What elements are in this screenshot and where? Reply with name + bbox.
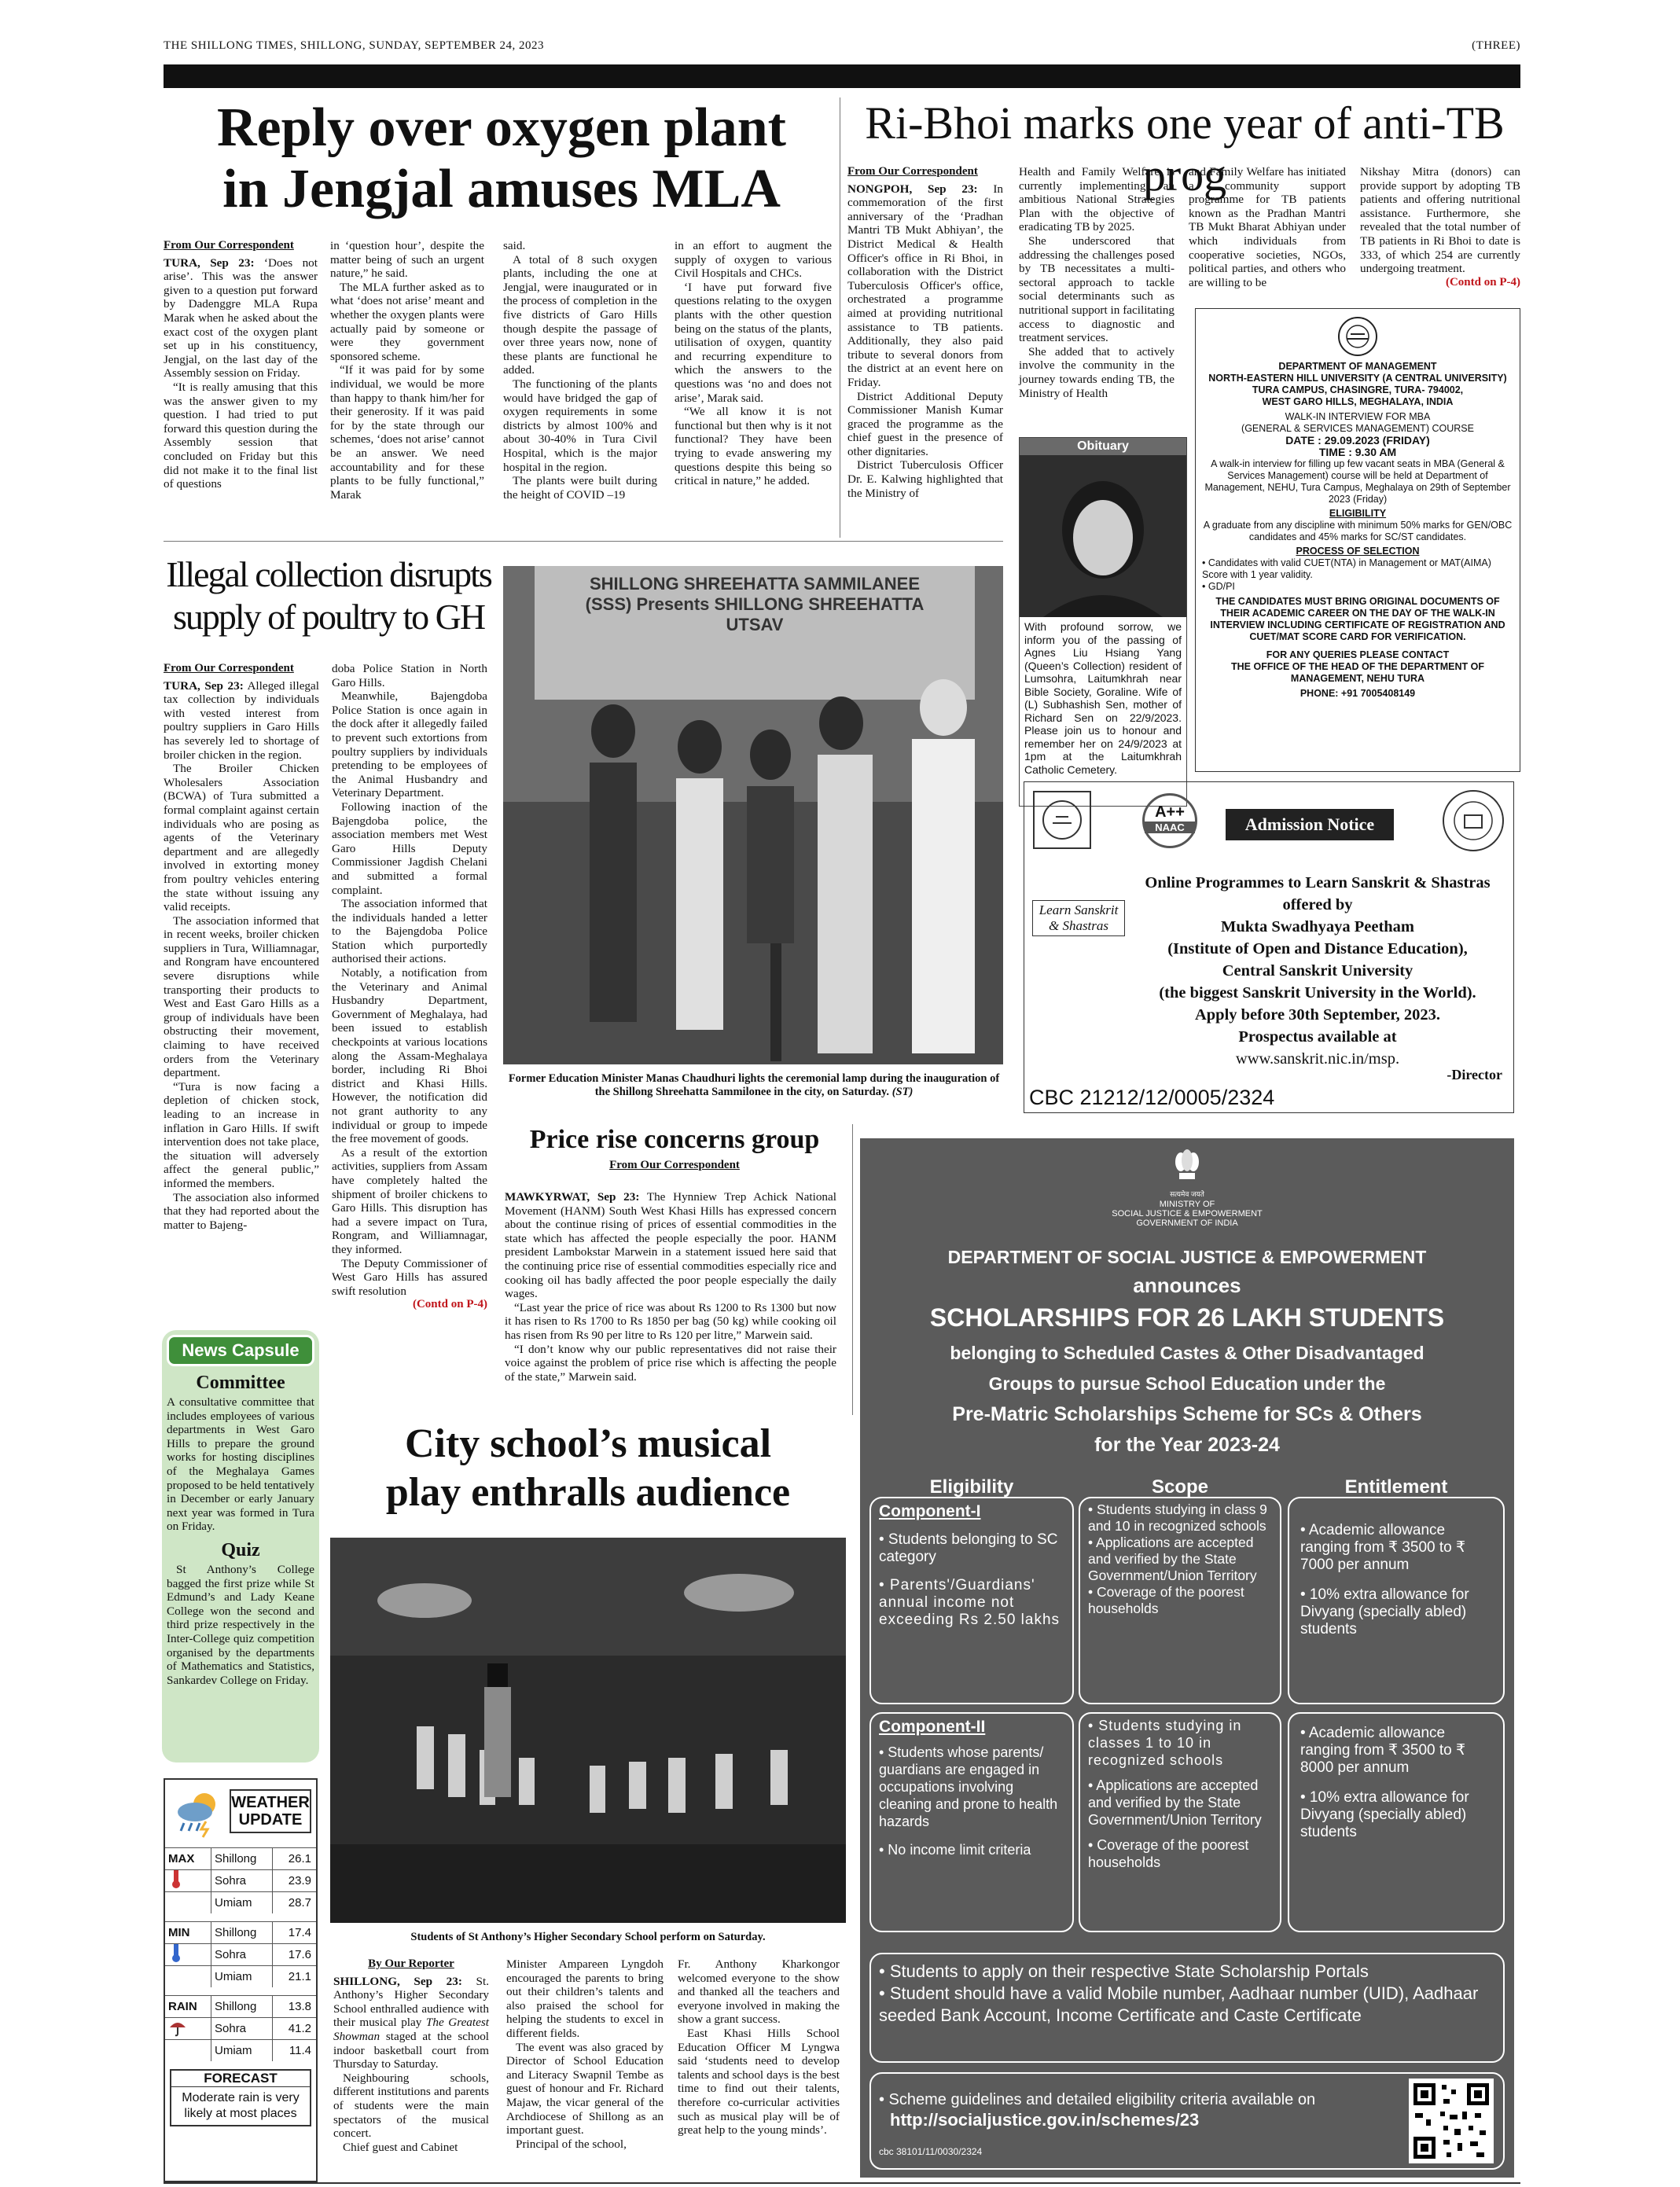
price-body bbox=[505, 1190, 836, 1384]
weather-city: Sohra bbox=[211, 1944, 272, 1965]
tb-para: She underscored that addressing the challenges posed by TB necessitates a multi-sectoral approach to tackle social determinants such as nutritional support in facilitating access to diagnostic and treatment services. bbox=[1019, 233, 1175, 345]
oxygen-col-4 bbox=[675, 239, 832, 488]
weather-city: Umiam bbox=[211, 1966, 272, 1987]
poultry-para: Alleged illegal tax collection by individuals with vested interest from poultry suppliers in Garo Hills has severely led to shortage of broiler chicken in the region. bbox=[164, 678, 319, 762]
oxygen-para: The plants were built during the height of COVID –19 bbox=[503, 474, 657, 502]
sanskrit-body bbox=[1127, 872, 1509, 1070]
news-capsule bbox=[162, 1330, 319, 1762]
oxygen-para: The MLA further asked as to what ‘does not arise’ meant and whether the oxygen plants were actually paid by someone or were they government sponsored scheme. bbox=[330, 280, 484, 363]
oxygen-byline: From Our Correspondent bbox=[164, 239, 294, 252]
school-play-title: The Greatest Showman bbox=[333, 2016, 489, 2043]
govt-sub-line: Pre-Matric Scholarships Scheme for SCs & Others bbox=[952, 1403, 1422, 1425]
sanskrit-sign: -Director bbox=[1447, 1067, 1502, 1082]
nehu-walkin: WALK-IN INTERVIEW FOR MBA bbox=[1285, 411, 1431, 422]
poultry-para: Meanwhile, Bajengdoba Police Station is once again in the dock after it allegedly failed to prevent such extortions from poultry suppliers by individuals pretending to be employees of the Animal Husbandry and Veterinary Department. bbox=[332, 689, 487, 800]
school-byline: By Our Reporter bbox=[368, 1957, 454, 1970]
admission-badge: Admission Notice bbox=[1226, 809, 1394, 840]
govt-headline: SCHOLARSHIPS FOR 26 LAKH STUDENTS bbox=[929, 1303, 1445, 1332]
weather-value: 13.8 bbox=[272, 1996, 316, 2017]
poultry-para: The association informed that the individuals handed a letter to the Bajengdoba Police Station which purportedly authorised their actions. bbox=[332, 897, 487, 966]
weather-city: Sohra bbox=[211, 2018, 272, 2039]
capsule-h1: Committee bbox=[196, 1373, 285, 1393]
price-para: “Last year the price of rice was about Rs 1200 to Rs 1300 but now it has risen to Rs 1700 to Rs 1850 per bag (50 kg) while cooking oil has risen from Rs 90 per litre to Rs 120 per litre,” Marwein said. bbox=[505, 1300, 836, 1342]
poultry-para: Following inaction of the Bajengdoba police, the association members met West Garo Hills Deputy Commissioner Jagdish Chelani and submitted a formal complaint. bbox=[332, 799, 487, 897]
lamp-lighting-photo bbox=[503, 566, 1003, 1064]
sanskrit-code: CBC 21212/12/0005/2324 bbox=[1029, 1086, 1275, 1109]
nehu-elig-title: ELIGIBILITY bbox=[1329, 508, 1387, 519]
masthead-line: THE SHILLONG TIMES, SHILLONG, SUNDAY, SEPTEMBER 24, 2023 bbox=[164, 39, 544, 52]
nehu-phone: PHONE: +91 7005408149 bbox=[1300, 688, 1416, 699]
nehu-proc1: • Candidates with valid CUET(NTA) in Management or MAT(AIMA) Score with 1 year validity. bbox=[1202, 557, 1491, 580]
umbrella-icon bbox=[165, 2018, 211, 2040]
tb-para: Health and Family Welfare is currently implementing an ambitious National Strategies Plan with the objective of eradicating TB by 2025. bbox=[1019, 165, 1175, 234]
sanskrit-line: (Institute of Open and Distance Education), bbox=[1167, 940, 1468, 958]
section-rule bbox=[164, 541, 1003, 542]
weather-value: 28.7 bbox=[272, 1892, 316, 1913]
oxygen-para: in ‘question hour’, despite the matter being of such an urgent nature,” he said. bbox=[330, 239, 484, 281]
header-eligibility: Eligibility bbox=[929, 1476, 1014, 1498]
school-para: Chief guest and Cabinet bbox=[343, 2140, 458, 2154]
sanskrit-line: Online Programmes to Learn Sanskrit & Shastras bbox=[1145, 874, 1491, 891]
top-bar bbox=[164, 64, 1520, 88]
musical-play-photo bbox=[330, 1538, 846, 1923]
poultry-para: As a result of the extortion activities, suppliers from Assam have completely halted the shipment of broiler chickens to Garo Hills. This disruption has had a severe impact on Tura, Rongram, and Williamnagar, they informed. bbox=[332, 1145, 487, 1256]
caption-credit: (ST) bbox=[891, 1086, 914, 1098]
scope-item: • Students studying in classes 1 to 10 in recognized schools bbox=[1088, 1718, 1242, 1768]
poultry-para: “Tura is now facing a depletion of chicken stock, leading to an increase in inflation in Garo Hills. If swift intervention does not take place, the situation will adversely affect the general public,” informed the members. bbox=[164, 1079, 319, 1190]
poultry-para: The association also informed that they had reported about the matter to Bajeng- bbox=[164, 1190, 319, 1232]
column-rule bbox=[852, 1124, 853, 1415]
school-para: East Khasi Hills School Education Officer M Lyngwa said ‘students need to develop talents and school days is the best time to find out their talents, therefore co-curricular activities such as musical play will be of great help to the young minds’. bbox=[678, 2026, 840, 2137]
poultry-headline-line2: supply of poultry to GH bbox=[172, 597, 485, 637]
nehu-elig: A graduate from any discipline with minimum 50% marks for GEN/OBC candidates and 45% marks for SC/ST candidates. bbox=[1203, 520, 1513, 542]
govt-note: • Student should have a valid Mobile number, Aadhaar number (UID), Aadhaar seeded Bank Account, Income Certificate and Caste Certificate bbox=[879, 1983, 1479, 2025]
poultry-headline bbox=[164, 553, 494, 638]
oxygen-headline bbox=[164, 97, 840, 220]
weather-city: Umiam bbox=[211, 1892, 272, 1913]
caption-text: Former Education Minister Manas Chaudhuri lights the ceremonial lamp during the inauguration of the Shillong Shreehatta Sammilonee in the city, on Saturday. bbox=[508, 1072, 1000, 1098]
naac-badge bbox=[1142, 793, 1197, 848]
poultry-para: Notably, a notification from the Veterinary and Animal Husbandry Department, Government of Meghalaya, had been issued to establish checkpoints at various locations along the Assam-Meghalaya border, including Ri Bhoi district and Khasi Hills. However, the notification did not grant authority to any individual or group to impede the free movement of goods. bbox=[332, 966, 487, 1146]
school-para: St. Anthony’s Higher Secondary School enthralled audience with their musical play bbox=[333, 1974, 489, 2030]
tb-col-3 bbox=[1189, 165, 1346, 289]
thermometer-icon bbox=[165, 1870, 211, 1892]
national-emblem-icon bbox=[1171, 1145, 1203, 1189]
govt-sub-line: belonging to Scheduled Castes & Other Disadvantaged bbox=[950, 1343, 1425, 1363]
govt-table bbox=[869, 1476, 1505, 1948]
forecast-box bbox=[170, 2069, 311, 2126]
sanskrit-line: (the biggest Sanskrit University in the World). bbox=[1159, 984, 1476, 1002]
oxygen-para: ‘Does not arise’. This was the answer given to a question put forward by Dadenggre MLA Rupa Marak when he asked about the exact cost of the oxygen plant set up in his constituency, Jengjal, on the last day of the Assembly session on Friday. bbox=[164, 255, 318, 380]
weather-value: 17.4 bbox=[272, 1922, 316, 1943]
price-para: “I don’t know why our public representatives did not raise their voice against the problem of price rise which is affecting the people of the state,” Marwein said. bbox=[505, 1342, 836, 1384]
school-dateline: SHILLONG, Sep 23: bbox=[333, 1974, 462, 1988]
scope-cell-1 bbox=[1079, 1497, 1281, 1704]
nehu-date: DATE : 29.09.2023 (FRIDAY) bbox=[1285, 434, 1430, 447]
price-dateline: MAWKYRWAT, Sep 23: bbox=[505, 1190, 640, 1204]
elig-item: • Students belonging to SC category bbox=[879, 1531, 1058, 1565]
nehu-contact1: FOR ANY QUERIES PLEASE CONTACT bbox=[1266, 649, 1450, 660]
tb-para: and Family Welfare has initiated a community support programme for TB patients known as the Pradhan Mantri TB Mukt Bharat Abhiyan under which individuals from cooperative societies, NGOs, political parties, and others who are willing to be bbox=[1189, 165, 1346, 289]
ent-item: • 10% extra allowance for Divyang (specially abled) students bbox=[1300, 1586, 1469, 1637]
nehu-course: (GENERAL & SERVICES MANAGEMENT) COURSE bbox=[1241, 423, 1474, 434]
component-1-label: Component-I bbox=[879, 1502, 981, 1520]
weather-icon bbox=[170, 1784, 225, 1839]
school-para: The event was also graced by Director of School Education and Literacy Swapnil Tembe as guest of honour and Fr. Richard Majaw, the vicar general of the Archdiocese of Shillong as an important guest. bbox=[506, 2040, 664, 2137]
obituary-text: With profound sorrow, we inform you of the passing of Agnes Liu Hsiang Yang (Queen’s Collection) resident of Lumsohra, Laitumkhrah near Bible Society, Goraline. Wife of (L) Subhashish Sen, mother of Richard Sen on 22/9/2023. Please join us to honour and remember her on 24/9/2023 at 1pm at the Laitumkhrah Catholic Cemetery. bbox=[1024, 620, 1182, 776]
poultry-dateline: TURA, Sep 23: bbox=[164, 678, 244, 693]
weather-title-line1: WEATHER bbox=[231, 1794, 310, 1811]
nehu-logo-icon bbox=[1336, 315, 1379, 358]
school-para: Fr. Anthony Kharkongor welcomed everyone to the show and thanked all the teachers and everyone involved in making the show a grant success. bbox=[678, 1957, 840, 2027]
capsule-t2: St Anthony’s College bagged the first prize while St Edmund’s and Lady Keane College won the second and third prize respectively in the Inter-College quiz competition organised by the departments of Mathematics and Statistics, Sankardev College on Friday. bbox=[167, 1562, 314, 1687]
scholarship-ad bbox=[860, 1138, 1514, 2178]
scope-item: • Applications are accepted and verified by the State Government/Union Territory bbox=[1088, 1777, 1262, 1828]
emblem-motto: सत्यमेव जयते bbox=[1170, 1190, 1204, 1198]
poultry-para: The Broiler Chicken Wholesalers Association (BCWA) of Tura submitted a formal complaint against certain individuals who are posing as agents of the Veterinary department and are allegedly involved in extorting money from poultry vehicles entering the state without issuing any valid receipts. bbox=[164, 762, 319, 914]
elig-item: • Students whose parents/ guardians are engaged in occupations involving cleaning and prone to health hazards bbox=[879, 1744, 1058, 1829]
tb-col-4 bbox=[1360, 165, 1520, 289]
school-col-2 bbox=[506, 1957, 664, 2151]
university-seal-icon bbox=[1031, 788, 1094, 851]
ent-cell-1 bbox=[1288, 1497, 1505, 1704]
weather-city: Umiam bbox=[211, 2040, 272, 2061]
price-byline: From Our Correspondent bbox=[609, 1159, 740, 1171]
nehu-proc-title: PROCESS OF SELECTION bbox=[1296, 546, 1420, 557]
photo-banner-text: SHILLONG SHREEHATTA SAMMILANEE (SSS) Presents SHILLONG SHREEHATTA UTSAV bbox=[585, 574, 925, 634]
weather-title-line2: UPDATE bbox=[238, 1811, 303, 1829]
ent-item: • 10% extra allowance for Divyang (specially abled) students bbox=[1300, 1789, 1469, 1840]
capsule-t1: A consultative committee that includes employees of various departments in West Garo Hills to prepare the ground works for hosting disciplines of the Meghalaya Games proposed to be held tentatively in December or early January next year was formed in Tura on Friday. bbox=[167, 1395, 314, 1534]
govt-sub-line: for the Year 2023-24 bbox=[1094, 1434, 1280, 1456]
school-para: staged at the school indoor basketball court from Thursday to Saturday. bbox=[333, 2029, 490, 2071]
tb-col-1 bbox=[847, 165, 1003, 500]
weather-rain-label: RAIN bbox=[168, 2000, 197, 2013]
govt-code: cbc 38101/11/0030/2324 bbox=[879, 2146, 983, 2157]
lamp-lighting-image bbox=[503, 566, 1003, 1064]
tb-para: Nikshay Mitra (donors) can provide support by adopting TB patients and offering nutritional assistance. Furthermore, she revealed that the total number of TB patients in Ri Bhoi to date is 333, of which 254 are currently undergoing treatment. bbox=[1360, 165, 1520, 276]
oxygen-dateline: TURA, Sep 23: bbox=[164, 255, 255, 270]
news-capsule-badge: News Capsule bbox=[167, 1335, 314, 1366]
obituary-portrait bbox=[1020, 455, 1186, 617]
nehu-campus: TURA CAMPUS, CHASINGRE, TURA- 794002, bbox=[1252, 384, 1464, 395]
header-entitlement: Entitlement bbox=[1344, 1476, 1448, 1498]
weather-value: 41.2 bbox=[272, 2018, 316, 2039]
weather-value: 26.1 bbox=[272, 1848, 316, 1869]
bottom-rule bbox=[164, 2182, 1520, 2184]
guide-url: http://socialjustice.gov.in/schemes/23 bbox=[890, 2110, 1200, 2130]
tb-para: District Additional Deputy Commissioner Manish Kumar graced the programme as the chief guest in the presence of other dignitaries. bbox=[847, 389, 1003, 458]
oxygen-para: ‘I have put forward five questions relating to the oxygen plants with the other question being on the status of the plants, utilisation of oxygen, quantity and recurring expenditure to which the answers to the questions was ‘no and does not arise’, Marak said. bbox=[675, 280, 832, 405]
poultry-para: doba Police Station in North Garo Hills. bbox=[332, 662, 487, 689]
oxygen-para: The functioning of the plants would have bridged the gap of oxygen requirements in some districts by almost 100% and about 30-40% in Tura Civil Hospital, which is the major hospital in the region. bbox=[503, 377, 657, 474]
learn-sanskrit-tag: Learn Sanskrit & Shastras bbox=[1032, 900, 1125, 936]
poultry-headline-line1: Illegal collection disrupts bbox=[166, 554, 491, 594]
nehu-para: A walk-in interview for filling up few vacant seats in MBA (General & Services Management) course will be held at Department of Management, NEHU, Tura Campus, Meghalaya on 29th of September 2023 (Friday) bbox=[1204, 458, 1511, 505]
peetham-seal-icon bbox=[1439, 787, 1507, 855]
running-head bbox=[164, 39, 1520, 53]
oxygen-para: in an effort to augment the supply of oxygen to various Civil Hospitals and CHCs. bbox=[675, 239, 832, 281]
elig-cell-1 bbox=[869, 1497, 1074, 1704]
school-headline-line1: City school’s musical bbox=[404, 1421, 772, 1466]
scope-item: • Coverage of the poorest households bbox=[1088, 1584, 1244, 1616]
elig-item: • No income limit criteria bbox=[879, 1842, 1031, 1858]
guide-text: • Scheme guidelines and detailed eligibility criteria available on bbox=[879, 2091, 1316, 2108]
tb-para: She added that to actively involve the community in the journey towards ending TB, the Ministry of Health bbox=[1019, 344, 1175, 400]
school-headline bbox=[330, 1420, 846, 1517]
oxygen-col-2 bbox=[330, 239, 484, 502]
poultry-col-1 bbox=[164, 662, 319, 1232]
school-para: Principal of the school, bbox=[516, 2137, 627, 2151]
ministry-line: SOCIAL JUSTICE & EMPOWERMENT bbox=[1112, 1209, 1263, 1218]
tb-para: In commemoration of the first anniversary of the ‘Pradhan Mantri TB Mukt Abhiyan’, the District Medical & Health Officer's office in Ri Bhoi, in collaboration with the District Tuberculosis Officer's office, orchestrated a programme aimed at providing nutritional assistance to TB patients. Additionally, they also paid tribute to several donors from the district at an event here on Friday. bbox=[847, 182, 1003, 389]
nehu-district: WEST GARO HILLS, MEGHALAYA, INDIA bbox=[1262, 396, 1454, 407]
scope-item: • Applications are accepted and verified by the State Government/Union Territory bbox=[1088, 1535, 1257, 1583]
weather-value: 11.4 bbox=[272, 2040, 316, 2061]
sanskrit-line: offered by bbox=[1282, 896, 1353, 913]
poultry-para: The association informed that in recent weeks, broiler chicken suppliers in Tura, Williamnagar, and Rongram have encountered severe disruptions while transporting their products to West and East Garo Hills as a group of individuals have been obstructing their movement, claiming to have received orders from the Veterinary department. bbox=[164, 913, 319, 1080]
govt-sub-line: Groups to pursue School Education under the bbox=[988, 1373, 1386, 1394]
elig-item: • Parents'/Guardians' annual income not exceeding Rs 2.50 lakhs bbox=[879, 1577, 1061, 1628]
scope-item: • Coverage of the poorest households bbox=[1088, 1837, 1249, 1870]
school-para: Minister Ampareen Lyngdoh encouraged the parents to bring out their children’s talents and also praised the school for helping the students to excel in different fields. bbox=[506, 1957, 664, 2040]
oxygen-para: A total of 8 such oxygen plants, including the one at Jengjal, were inaugurated or in the process of completion in the five districts of Garo Hills though despite the passage of over three years now, none of these plants are functional he added. bbox=[503, 252, 657, 377]
weather-min-label: MIN bbox=[168, 1926, 190, 1939]
tb-contd: (Contd on P-4) bbox=[1445, 275, 1520, 289]
ministry-block bbox=[1069, 1200, 1305, 1228]
sanskrit-url: www.sanskrit.nic.in/msp. bbox=[1235, 1050, 1400, 1068]
nehu-univ: NORTH-EASTERN HILL UNIVERSITY (A CENTRAL UNIVERSITY) bbox=[1208, 373, 1507, 384]
component-2-label: Component-II bbox=[879, 1718, 986, 1736]
sanskrit-ad bbox=[1024, 781, 1514, 1113]
oxygen-para: said. bbox=[503, 239, 526, 252]
oxygen-col-3 bbox=[503, 239, 657, 502]
nehu-proc2: • GD/PI bbox=[1202, 581, 1235, 592]
weather-city: Shillong bbox=[211, 1922, 272, 1943]
naac-label: NAAC bbox=[1145, 822, 1195, 833]
poultry-para: The Deputy Commissioner of West Garo Hills has assured swift resolution bbox=[332, 1256, 487, 1298]
poultry-byline: From Our Correspondent bbox=[164, 662, 294, 674]
govt-notes bbox=[869, 1953, 1505, 2063]
oxygen-para: “We all know it is not functional but then why is it not functional? They have been trying to evade answering my questions despite this being so critical in nature,” he added. bbox=[675, 405, 832, 488]
tb-dateline: NONGPOH, Sep 23: bbox=[847, 182, 978, 196]
obituary bbox=[1019, 437, 1187, 807]
tb-para: District Tuberculosis Officer Dr. E. Kalwing highlighted that the Ministry of bbox=[847, 458, 1003, 500]
page-number: (THREE) bbox=[1472, 39, 1520, 52]
weather-value: 17.6 bbox=[272, 1944, 316, 1965]
nehu-must: THE CANDIDATES MUST BRING ORIGINAL DOCUMENTS OF THEIR ACADEMIC CAREER ON THE DAY OF THE WALK-IN INTERVIEW INCLUDING CERTIFICATE OF REGISTRATION AND CUET/MAT SCORE CARD FOR VERIFICATION. bbox=[1210, 596, 1505, 642]
poultry-col-2 bbox=[332, 662, 487, 1312]
nehu-dept: DEPARTMENT OF MANAGEMENT bbox=[1278, 361, 1437, 372]
sanskrit-line: Mukta Swadhyaya Peetham bbox=[1220, 918, 1414, 935]
qr-code-icon bbox=[1409, 2079, 1494, 2163]
weather-box bbox=[164, 1778, 318, 2182]
school-col-3 bbox=[678, 1957, 840, 2137]
oxygen-para: “If it was paid for by some individual, we would be more than happy to thank him/her for their generosity. If it was paid for by the state through our schemes, ‘does not arise’ cannot be an answer. We need accountability and for these plants to be fully functional,” Marak bbox=[330, 363, 484, 502]
oxygen-headline-line1: Reply over oxygen plant bbox=[217, 97, 786, 158]
tb-headline: Ri-Bhoi marks one year of anti-TB prog bbox=[865, 97, 1505, 200]
school-col-1 bbox=[333, 1957, 489, 2154]
price-headline: Price rise concerns group bbox=[529, 1125, 820, 1154]
ent-item: • Academic allowance ranging from ₹ 3500 to ₹ 7000 per annum bbox=[1300, 1522, 1466, 1573]
poultry-contd: (Contd on P-4) bbox=[412, 1298, 487, 1311]
obituary-title: Obituary bbox=[1020, 438, 1186, 455]
ministry-line: GOVERNMENT OF INDIA bbox=[1136, 1218, 1238, 1228]
sanskrit-line: Prospectus available at bbox=[1238, 1028, 1397, 1046]
scope-item: • Students studying in class 9 and 10 in recognized schools bbox=[1088, 1501, 1267, 1534]
weather-max-label: MAX bbox=[168, 1852, 195, 1865]
nehu-ad bbox=[1195, 308, 1520, 772]
weather-value: 21.1 bbox=[272, 1966, 316, 1987]
portrait-image bbox=[1020, 455, 1186, 617]
govt-sub bbox=[860, 1338, 1514, 1461]
oxygen-para: “It is really amusing that this was the answer given to my question. I had tried to put forward this question during the Assembly session that concluded on Friday but this did not make it to the final list of questions bbox=[164, 380, 318, 491]
scope-cell-2 bbox=[1079, 1712, 1281, 1932]
weather-city: Shillong bbox=[211, 1996, 272, 2017]
weather-max-block bbox=[165, 1847, 316, 1913]
price-para: The Hynniew Trep Achick National Movement (HANM) South West Khasi Hills has expressed concern about the continue rising of prices of essential commodities in the state which has affected the people especially the poor. HANM president Lambokstar Marwein in a statement issued here said that the continuing price rise of essential commodities especially rice and cooking oil has badly affected the poor people especially the daily wages. bbox=[505, 1190, 836, 1301]
ent-cell-2 bbox=[1288, 1712, 1505, 1932]
nehu-time: TIME : 9.30 AM bbox=[1318, 446, 1397, 458]
weather-min-block bbox=[165, 1921, 316, 1987]
elig-cell-2 bbox=[869, 1712, 1074, 1932]
weather-value: 23.9 bbox=[272, 1870, 316, 1891]
weather-city: Shillong bbox=[211, 1848, 272, 1869]
weather-title bbox=[230, 1789, 311, 1833]
musical-play-caption: Students of St Anthony’s Higher Secondary School perform on Saturday. bbox=[410, 1931, 766, 1943]
oxygen-col-1 bbox=[164, 239, 318, 491]
forecast-title: FORECAST bbox=[171, 2071, 310, 2087]
thermometer-icon bbox=[165, 1944, 211, 1966]
musical-play-image bbox=[330, 1538, 846, 1923]
weather-city: Sohra bbox=[211, 1870, 272, 1891]
sanskrit-line: Central Sanskrit University bbox=[1222, 962, 1413, 980]
tb-col-2 bbox=[1019, 165, 1175, 400]
govt-announces: announces bbox=[1133, 1274, 1241, 1297]
tb-byline: From Our Correspondent bbox=[847, 165, 978, 178]
sanskrit-line: Apply before 30th September, 2023. bbox=[1194, 1006, 1441, 1024]
ministry-line: MINISTRY OF bbox=[1159, 1200, 1215, 1209]
ent-item: • Academic allowance ranging from ₹ 3500 to ₹ 8000 per annum bbox=[1300, 1725, 1466, 1776]
forecast-text: Moderate rain is very likely at most places bbox=[182, 2091, 300, 2120]
header-scope: Scope bbox=[1151, 1476, 1209, 1498]
govt-note: • Students to apply on their respective State Scholarship Portals bbox=[879, 1961, 1369, 1981]
lamp-lighting-caption bbox=[508, 1072, 1000, 1099]
school-para: Neighbouring schools, different institutions and parents of students were the main spectators of the musical concert. bbox=[333, 2071, 489, 2141]
school-headline-line2: play enthralls audience bbox=[385, 1470, 791, 1515]
weather-rain-block bbox=[165, 1995, 316, 2061]
weather-header bbox=[165, 1780, 316, 1843]
govt-dept: DEPARTMENT OF SOCIAL JUSTICE & EMPOWERMENT bbox=[947, 1247, 1427, 1267]
nehu-contact2: THE OFFICE OF THE HEAD OF THE DEPARTMENT OF MANAGEMENT, NEHU TURA bbox=[1231, 661, 1484, 684]
naac-grade: A++ bbox=[1155, 803, 1185, 821]
capsule-h2: Quiz bbox=[221, 1539, 260, 1560]
oxygen-headline-line2: in Jengjal amuses MLA bbox=[222, 159, 781, 219]
